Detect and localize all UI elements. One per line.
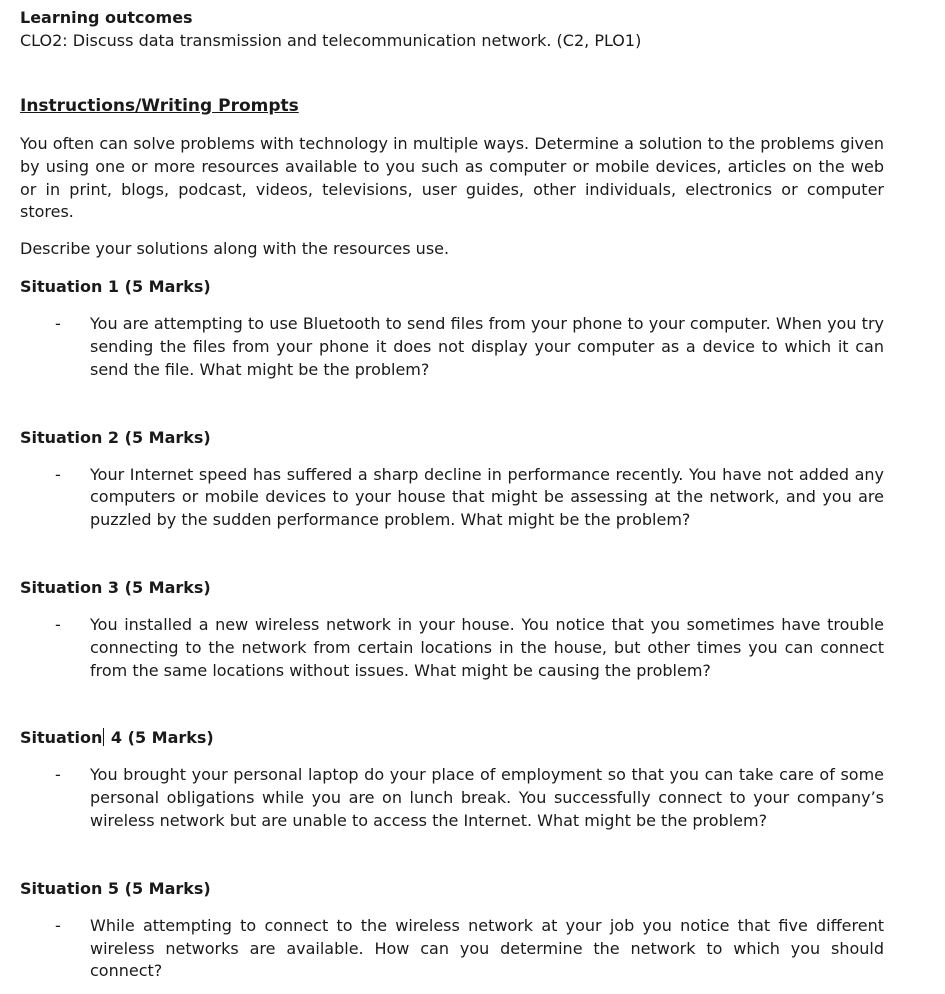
situation-text: You are attempting to use Bluetooth to send files from your phone to your computer. When you try sending the files from your phone it does not display your computer as a device to which it can send the file. What might be the problem? (90, 314, 884, 379)
situation-heading-prefix: Situation (20, 427, 103, 447)
situation-bullet-item (20, 915, 884, 983)
situation-heading-prefix: Situation (20, 728, 103, 748)
situation-heading-rest: 1 (5 Marks) (102, 277, 211, 297)
situation-heading-rest: 4 (5 Marks) (105, 728, 214, 748)
instructions-intro-paragraph: You often can solve problems with technology in multiple ways. Determine a solution to the problems given by using one or more resources available to you such as computer or mobile devices, articles on the web or in print, blogs, podcast, videos, televisions, user guides, other individuals, electronics or computer stores. (20, 134, 884, 222)
situation-bullet-item (20, 614, 884, 682)
resources-instruction: Describe your solutions along with the resources use. (20, 239, 450, 259)
bullet-dash: - (55, 765, 61, 785)
bullet-dash: - (55, 314, 61, 334)
situation-heading (20, 427, 884, 449)
situation-1 (20, 276, 884, 381)
situation-text: Your Internet speed has suffered a sharp decline in performance recently. You have not added any computers or mobile devices to your house that might be assessing at the network, and you are puzzled by the sudden performance problem. What might be the problem? (90, 464, 884, 530)
bullet-dash: - (55, 464, 61, 484)
situation-heading (20, 878, 884, 900)
situation-bullet-item (20, 313, 884, 381)
situation-heading-rest: 2 (5 Marks) (102, 427, 211, 447)
situation-4 (20, 727, 884, 832)
learning-outcomes-heading: Learning outcomes (20, 8, 193, 27)
situation-text: You installed a new wireless network in your house. You notice that you sometimes have trouble connecting to the network from certain locations in the house, but other times you can connect from the same locations without issues. What might be causing the problem? (90, 614, 884, 680)
situation-3 (20, 577, 884, 682)
clo-statement: CLO2: Discuss data transmission and telecommunication network. (C2, PLO1) (20, 31, 642, 50)
bullet-dash: - (55, 915, 61, 935)
situation-5 (20, 878, 884, 983)
situation-text: You brought your personal laptop do your place of employment so that you can take care of some personal obligations while you are on lunch break. You successfully connect to your company’s wireless network but are unable to access the Internet. What might be the problem? (90, 765, 884, 830)
document-page (20, 7, 884, 983)
bullet-dash: - (55, 614, 61, 634)
situation-heading (20, 577, 884, 599)
situation-2 (20, 427, 884, 532)
situation-heading (20, 276, 884, 298)
situation-text: While attempting to connect to the wireless network at your job you notice that five different wireless networks are available. How can you determine the network to which you should connect? (90, 915, 884, 981)
situation-heading-prefix: Situation (20, 577, 103, 597)
situation-bullet-item (20, 464, 884, 532)
situation-bullet-item (20, 764, 884, 832)
situation-heading-prefix: Situation (20, 277, 103, 297)
situation-heading (20, 727, 884, 749)
situation-heading-prefix: Situation (20, 878, 103, 898)
situation-heading-rest: 5 (5 Marks) (102, 878, 211, 898)
instructions-heading: Instructions/Writing Prompts (20, 96, 299, 116)
situation-heading-rest: 3 (5 Marks) (102, 577, 211, 597)
